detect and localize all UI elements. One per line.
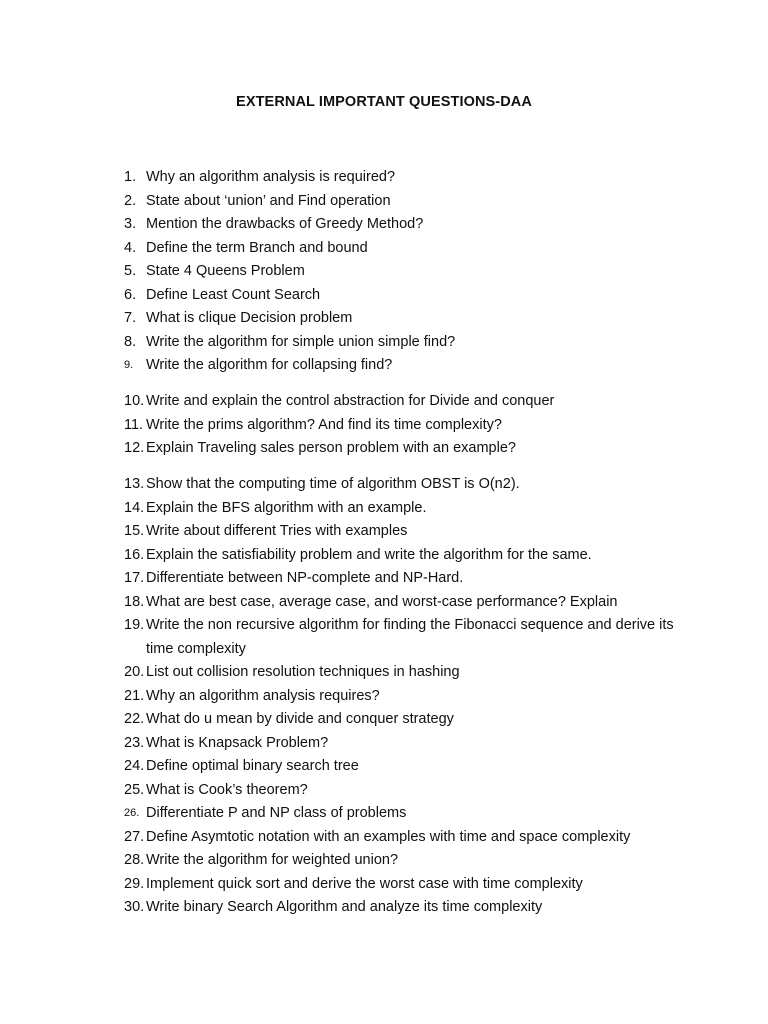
list-item bbox=[124, 497, 694, 521]
question-number: 6. bbox=[124, 286, 137, 303]
question-text: Explain the BFS algorithm with an example. bbox=[146, 499, 427, 516]
list-item bbox=[124, 685, 694, 709]
list-item bbox=[124, 520, 694, 544]
list-item bbox=[124, 826, 694, 850]
question-number: 13. bbox=[124, 476, 145, 492]
question-number: 16. bbox=[124, 546, 145, 563]
question-number: 30. bbox=[124, 899, 145, 915]
question-number: 25. bbox=[124, 781, 145, 798]
question-text: Explain Traveling sales person problem with an example? bbox=[146, 440, 516, 456]
question-number: 22. bbox=[124, 711, 145, 727]
question-text: Define Asymtotic notation with an examples with time and space complexity bbox=[146, 828, 631, 845]
list-item bbox=[124, 661, 694, 685]
question-number: 14. bbox=[124, 499, 145, 516]
question-text: Write binary Search Algorithm and analyze its time complexity bbox=[146, 899, 543, 915]
question-text: Write the algorithm for simple union simple find? bbox=[146, 333, 456, 350]
question-number: 29. bbox=[124, 875, 145, 892]
question-text: What is clique Decision problem bbox=[146, 310, 353, 326]
list-item bbox=[124, 779, 694, 803]
question-text: Define Least Count Search bbox=[146, 286, 321, 303]
question-number: 9. bbox=[124, 359, 134, 371]
question-number: 18. bbox=[124, 593, 145, 610]
question-text: Define optimal binary search tree bbox=[146, 758, 359, 774]
list-item bbox=[124, 708, 694, 732]
question-text: Write the algorithm for collapsing find? bbox=[146, 357, 393, 373]
question-text: Differentiate between NP-complete and NP-Hard. bbox=[146, 570, 464, 586]
question-number: 3. bbox=[124, 216, 137, 232]
list-item bbox=[124, 260, 694, 284]
list-item bbox=[124, 237, 694, 261]
list-item bbox=[124, 190, 694, 214]
question-text: What are best case, average case, and worst-case performance? Explain bbox=[146, 593, 618, 610]
list-item bbox=[124, 414, 694, 438]
question-number: 23. bbox=[124, 734, 145, 751]
question-number: 11. bbox=[124, 416, 144, 433]
list-item bbox=[124, 307, 694, 331]
question-text: Define the term Branch and bound bbox=[146, 239, 368, 256]
question-text: State about ‘union’ and Find operation bbox=[146, 192, 391, 209]
question-text: Write about different Tries with examples bbox=[146, 523, 408, 539]
question-number: 26. bbox=[124, 807, 140, 819]
question-text: What is Knapsack Problem? bbox=[146, 734, 329, 751]
question-text: Show that the computing time of algorithm OBST is O(n2). bbox=[146, 476, 520, 492]
question-text: What do u mean by divide and conquer strategy bbox=[146, 711, 454, 727]
question-text: Write the prims algorithm? And find its time complexity? bbox=[146, 416, 502, 433]
question-number: 1. bbox=[124, 169, 137, 185]
list-item bbox=[124, 354, 694, 378]
question-text: Differentiate P and NP class of problems bbox=[146, 805, 407, 821]
question-number: 24. bbox=[124, 758, 145, 774]
question-text: State 4 Queens Problem bbox=[146, 263, 305, 279]
question-number: 5. bbox=[124, 263, 137, 279]
question-number: 4. bbox=[124, 239, 137, 256]
question-text: List out collision resolution techniques in hashing bbox=[146, 664, 460, 680]
question-text: Why an algorithm analysis requires? bbox=[146, 687, 380, 704]
question-text: Write the algorithm for weighted union? bbox=[146, 852, 399, 868]
question-text: Implement quick sort and derive the worst case with time complexity bbox=[146, 875, 583, 892]
list-item bbox=[124, 437, 694, 461]
question-list bbox=[124, 166, 694, 920]
list-item bbox=[124, 732, 694, 756]
list-item bbox=[124, 166, 694, 190]
list-item bbox=[124, 331, 694, 355]
question-number: 20. bbox=[124, 664, 145, 680]
question-number: 17. bbox=[124, 570, 145, 586]
list-item bbox=[124, 390, 694, 414]
list-item bbox=[124, 802, 694, 826]
list-item bbox=[124, 849, 694, 873]
list-item bbox=[124, 284, 694, 308]
question-text: Why an algorithm analysis is required? bbox=[146, 169, 396, 185]
question-text: What is Cook’s theorem? bbox=[146, 781, 308, 798]
question-number: 27. bbox=[124, 828, 145, 845]
list-item bbox=[124, 567, 694, 591]
list-item bbox=[124, 896, 694, 920]
list-item bbox=[124, 213, 694, 237]
document-title: EXTERNAL IMPORTANT QUESTIONS-DAA bbox=[236, 94, 532, 110]
question-text: Explain the satisfiability problem and write the algorithm for the same. bbox=[146, 546, 592, 563]
question-number: 7. bbox=[124, 310, 137, 326]
list-item bbox=[124, 544, 694, 568]
question-text: Mention the drawbacks of Greedy Method? bbox=[146, 216, 424, 232]
question-number: 12. bbox=[124, 440, 145, 456]
question-number: 2. bbox=[124, 192, 137, 209]
question-text: Write and explain the control abstraction for Divide and conquer bbox=[146, 393, 555, 409]
question-number: 8. bbox=[124, 333, 137, 350]
list-item bbox=[124, 614, 694, 661]
question-number: 21. bbox=[124, 687, 145, 704]
list-item bbox=[124, 591, 694, 615]
question-text: Write the non recursive algorithm for finding the Fibonacci sequence and derive its time complexity bbox=[146, 617, 674, 657]
list-item bbox=[124, 873, 694, 897]
question-number: 28. bbox=[124, 852, 145, 868]
question-number: 15. bbox=[124, 523, 145, 539]
question-number: 19. bbox=[124, 617, 145, 633]
question-number: 10. bbox=[124, 393, 145, 409]
list-item bbox=[124, 755, 694, 779]
list-item bbox=[124, 473, 694, 497]
